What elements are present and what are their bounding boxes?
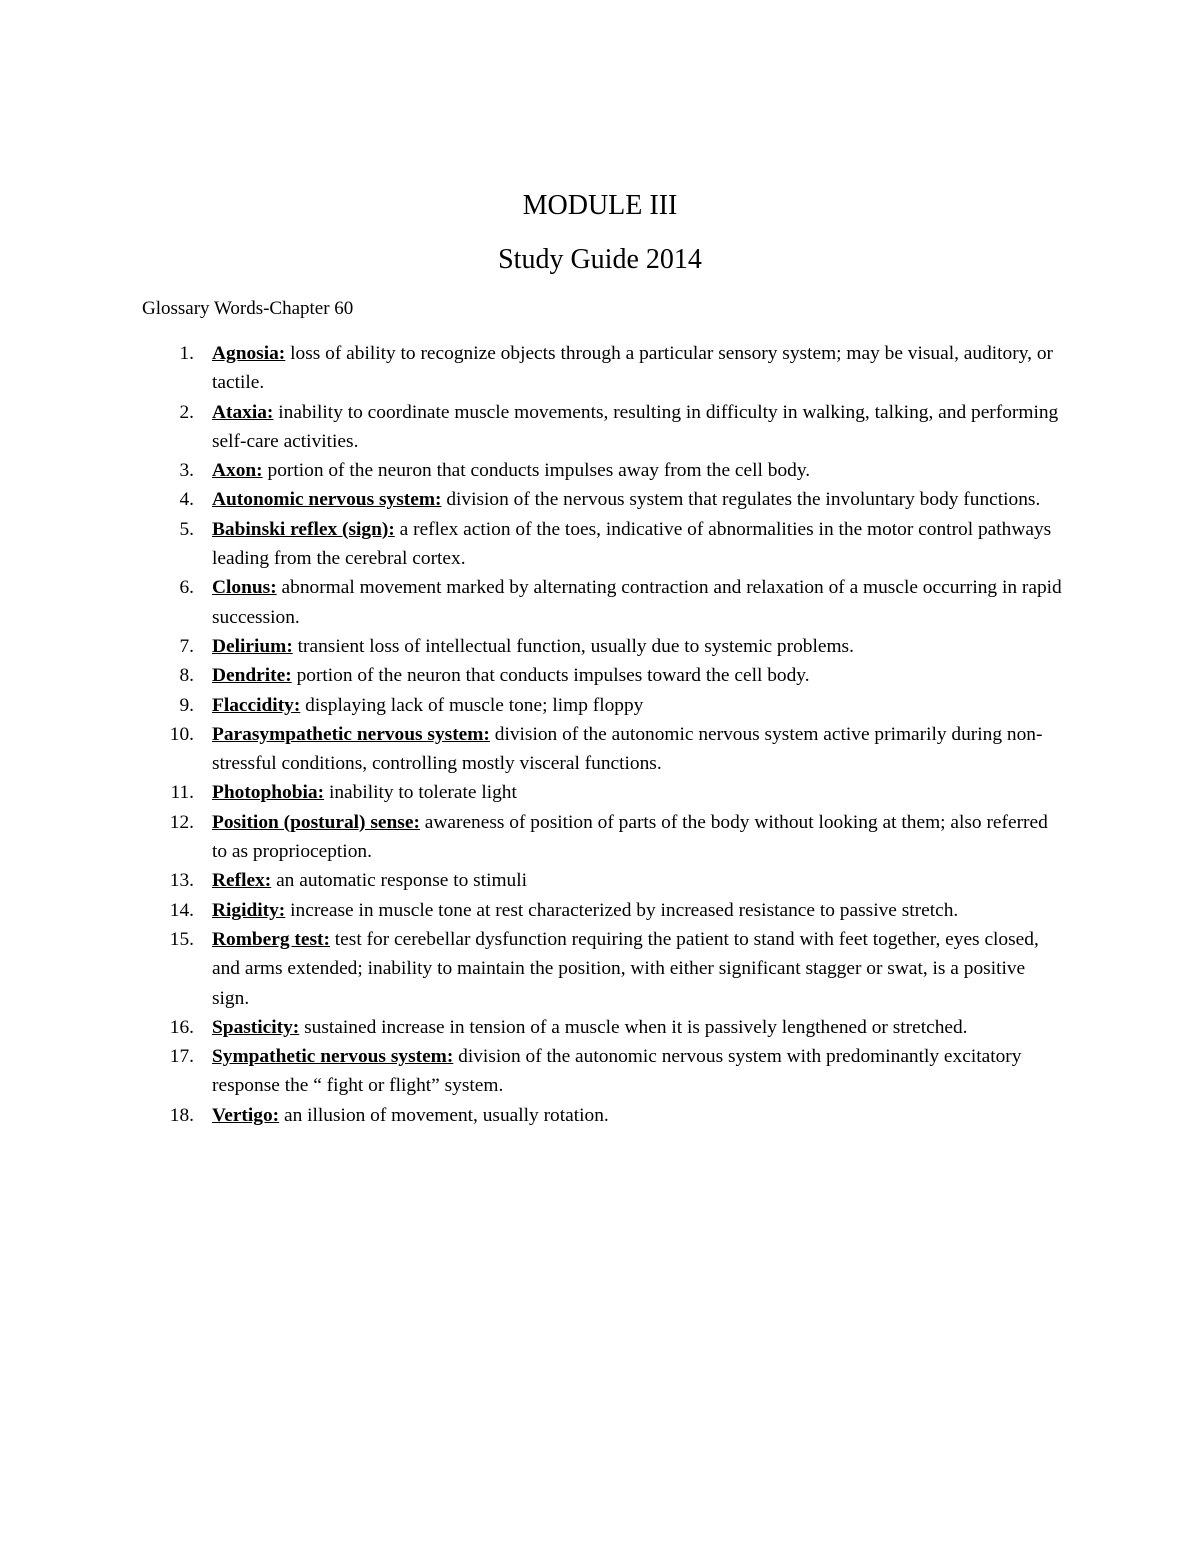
item-number: 14. — [169, 899, 194, 921]
glossary-definition: loss of ability to recognize objects through a particular sensory system; may be visual, auditory, or tactile. — [212, 343, 1053, 394]
item-number: 2. — [179, 401, 194, 423]
item-number: 17. — [169, 1046, 194, 1068]
glossary-item — [162, 808, 1062, 867]
item-number: 4. — [179, 489, 194, 511]
glossary-term: Reflex: — [212, 870, 272, 892]
item-number: 15. — [169, 928, 194, 950]
glossary-item — [162, 925, 1062, 1013]
glossary-definition: inability to coordinate muscle movements, resulting in difficulty in walking, talking, and performing self-care activities. — [212, 401, 1059, 452]
glossary-item — [162, 515, 1062, 574]
glossary-item — [162, 1101, 1062, 1130]
glossary-term: Agnosia: — [212, 343, 286, 364]
item-number: 9. — [179, 694, 194, 716]
glossary-term: Ataxia: — [212, 401, 274, 423]
item-number: 7. — [179, 635, 194, 657]
item-number: 13. — [169, 870, 194, 892]
glossary-term: Photophobia: — [212, 782, 325, 804]
item-number: 1. — [179, 343, 194, 364]
glossary-definition: division of the nervous system that regulates the involuntary body functions. — [446, 489, 1041, 511]
glossary-term: Position (postural) sense: — [212, 811, 420, 833]
glossary-item — [162, 573, 1062, 632]
glossary-term: Axon: — [212, 460, 263, 482]
glossary-list — [162, 339, 1062, 1130]
item-number: 10. — [169, 723, 194, 745]
glossary-definition: portion of the neuron that conducts impulses toward the cell body. — [296, 665, 810, 687]
glossary-term: Parasympathetic nervous system: — [212, 723, 490, 745]
glossary-term: Autonomic nervous system: — [212, 489, 442, 511]
glossary-definition: transient loss of intellectual function, usually due to systemic problems. — [297, 635, 854, 657]
glossary-definition: sustained increase in tension of a muscle when it is passively lengthened or stretched. — [304, 1016, 968, 1038]
glossary-item — [162, 866, 1062, 895]
glossary-definition: portion of the neuron that conducts impulses away from the cell body. — [267, 460, 811, 482]
glossary-item — [162, 456, 1062, 485]
glossary-definition: division of the autonomic nervous system with predominantly excitatory response the “ fight or flight” system. — [212, 1046, 1022, 1097]
glossary-term: Delirium: — [212, 635, 293, 657]
item-number: 5. — [179, 518, 194, 540]
glossary-definition: awareness of position of parts of the body without looking at them; also referred to as proprioception. — [212, 811, 1048, 863]
glossary-definition: division of the autonomic nervous system active primarily during non-stressful conditions, controlling mostly visceral functions. — [212, 723, 1043, 775]
glossary-term: Spasticity: — [212, 1016, 300, 1038]
item-number: 8. — [179, 665, 194, 687]
glossary-item — [162, 661, 1062, 690]
item-number: 3. — [179, 460, 194, 482]
glossary-definition: inability to tolerate light — [328, 782, 517, 804]
glossary-definition: an illusion of movement, usually rotation. — [284, 1104, 609, 1126]
item-number: 6. — [179, 577, 194, 599]
glossary-term: Clonus: — [212, 577, 277, 599]
glossary-definition: displaying lack of muscle tone; limp floppy — [305, 694, 644, 716]
glossary-item — [162, 339, 1062, 398]
glossary-term: Romberg test: — [212, 928, 330, 950]
glossary-item — [162, 691, 1062, 720]
item-number: 12. — [169, 811, 194, 833]
glossary-item — [162, 398, 1062, 457]
glossary-item — [162, 1042, 1062, 1101]
glossary-item — [162, 720, 1062, 779]
item-number: 16. — [169, 1016, 194, 1038]
glossary-item — [162, 632, 1062, 661]
glossary-definition: abnormal movement marked by alternating contraction and relaxation of a muscle occurring in rapid succession. — [212, 577, 1062, 628]
glossary-item — [162, 485, 1062, 514]
glossary-term: Babinski reflex (sign): — [212, 518, 395, 540]
section-heading: Glossary Words-Chapter 60 — [142, 298, 354, 319]
glossary-term: Vertigo: — [212, 1104, 280, 1126]
glossary-item — [162, 778, 1062, 807]
item-number: 18. — [169, 1104, 194, 1126]
glossary-term: Flaccidity: — [212, 694, 301, 716]
glossary-term: Rigidity: — [212, 899, 286, 921]
document-title: MODULE III — [522, 190, 678, 221]
item-number: 11. — [170, 782, 194, 804]
glossary-definition: a reflex action of the toes, indicative of abnormalities in the motor control pathways leading from the cerebral cortex. — [212, 518, 1052, 570]
glossary-term: Sympathetic nervous system: — [212, 1046, 454, 1068]
glossary-item — [162, 1013, 1062, 1042]
glossary-definition: test for cerebellar dysfunction requiring the patient to stand with feet together, eyes closed, and arms extended; inability to maintain the position, with either significant stagger or swat, is a positive sign. — [212, 928, 1039, 1009]
document-subtitle: Study Guide 2014 — [498, 244, 702, 275]
glossary-definition: increase in muscle tone at rest characterized by increased resistance to passive stretch. — [290, 899, 959, 921]
glossary-definition: an automatic response to stimuli — [276, 870, 528, 892]
glossary-item — [162, 896, 1062, 925]
glossary-term: Dendrite: — [212, 665, 292, 687]
